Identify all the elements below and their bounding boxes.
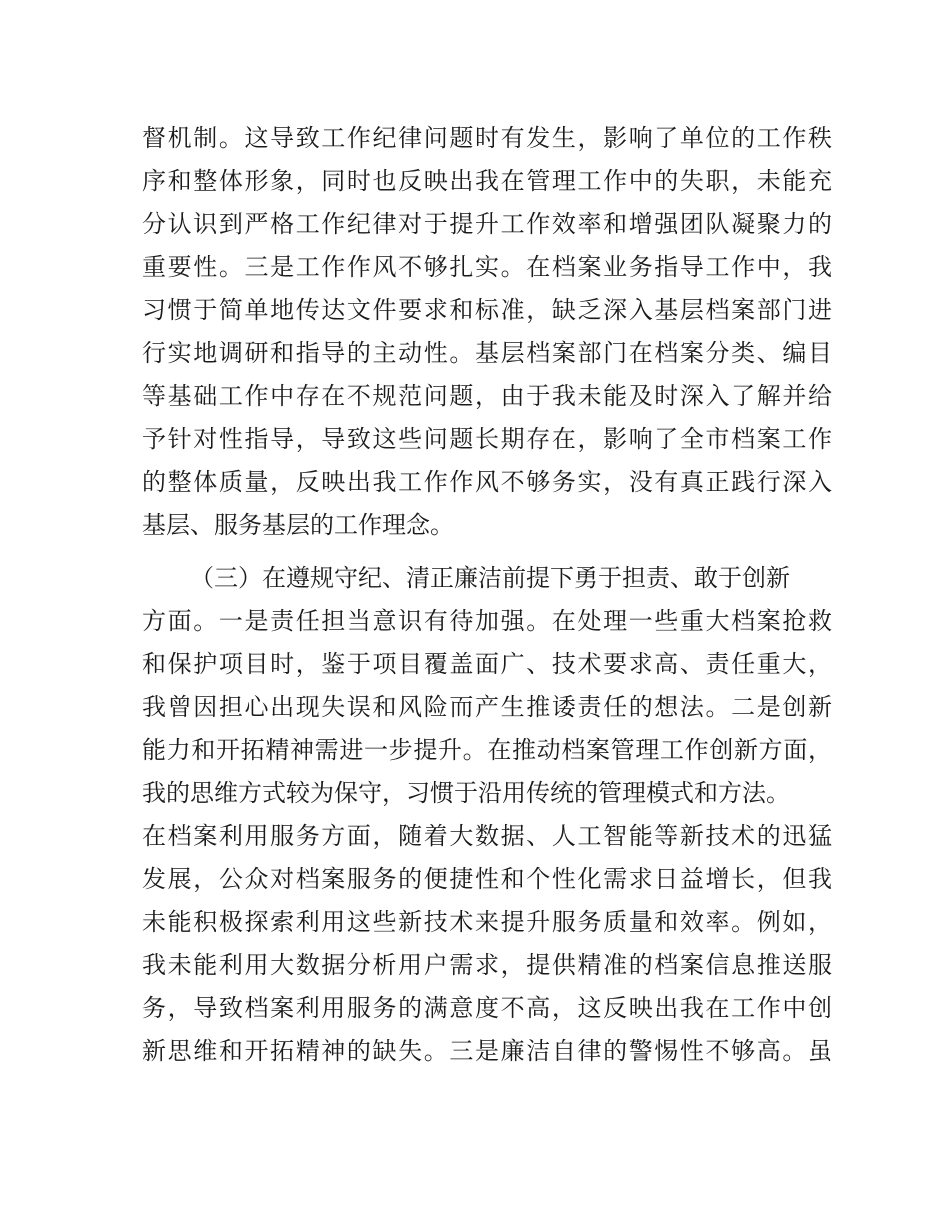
document-body (142, 117, 832, 1073)
text-line: 新思维和开拓精神的缺失。三是廉洁自律的警惕性不够高。虽 (142, 1037, 832, 1065)
text-line: 基层、服务基层的工作理念。 (142, 511, 454, 539)
text-line: 能力和开拓精神需进一步提升。在推动档案管理工作创新方面， (142, 736, 832, 764)
paragraph-spacer (142, 547, 832, 557)
text-line: 的整体质量，反映出我工作作风不够务实，没有真正践行深入 (142, 468, 832, 496)
text-line: 务，导致档案利用服务的满意度不高，这反映出我在工作中创 (142, 994, 832, 1022)
text-line: 我的思维方式较为保守，习惯于沿用传统的管理模式和方法。 (142, 779, 790, 807)
text-line: 予针对性指导，导致这些问题长期存在，影响了全市档案工作 (142, 425, 832, 453)
text-line: 在档案利用服务方面，随着大数据、人工智能等新技术的迅猛 (142, 822, 832, 850)
text-line: 方面。一是责任担当意识有待加强。在处理一些重大档案抢救 (142, 607, 832, 635)
text-line: 序和整体形象，同时也反映出我在管理工作中的失职，未能充 (142, 167, 832, 195)
text-line: 行实地调研和指导的主动性。基层档案部门在档案分类、编目 (142, 339, 832, 367)
text-line: 重要性。三是工作作风不够扎实。在档案业务指导工作中，我 (142, 253, 832, 281)
text-line-indented: （三）在遵规守纪、清正廉洁前提下勇于担责、敢于创新 (190, 564, 790, 592)
text-line: 分认识到严格工作纪律对于提升工作效率和增强团队凝聚力的 (142, 210, 832, 238)
text-line: 等基础工作中存在不规范问题，由于我未能及时深入了解并给 (142, 382, 832, 410)
paragraph-work-discipline (142, 117, 832, 547)
text-line: 督机制。这导致工作纪律问题时有发生，影响了单位的工作秩 (142, 124, 832, 152)
text-line: 和保护项目时，鉴于项目覆盖面广、技术要求高、责任重大， (142, 650, 832, 678)
text-line: 未能积极探索利用这些新技术来提升服务质量和效率。例如， (142, 908, 832, 936)
text-line: 发展，公众对档案服务的便捷性和个性化需求日益增长，但我 (142, 865, 832, 893)
text-line: 我曾因担心出现失误和风险而产生推诿责任的想法。二是创新 (142, 693, 832, 721)
text-line: 我未能利用大数据分析用户需求，提供精准的档案信息推送服 (142, 951, 832, 979)
text-line: 习惯于简单地传达文件要求和标准，缺乏深入基层档案部门进 (142, 296, 832, 324)
paragraph-responsibility-innovation (142, 557, 832, 1073)
